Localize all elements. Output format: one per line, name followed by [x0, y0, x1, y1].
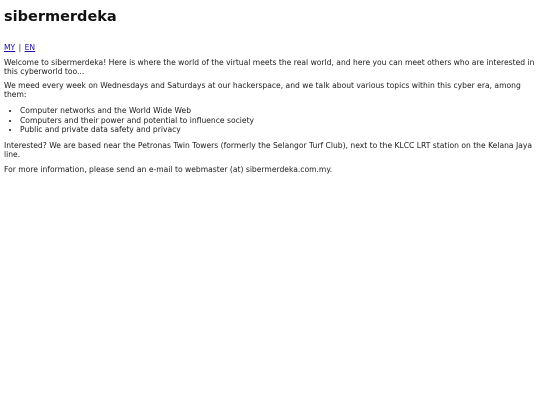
- language-link-my[interactable]: MY: [4, 43, 16, 52]
- list-item: • Public and private data safety and privacy: [20, 125, 536, 135]
- page-title: sibermerdeka: [4, 9, 117, 25]
- list-item: • Computers and their power and potential to influence society: [20, 116, 536, 126]
- language-link-en[interactable]: EN: [24, 43, 36, 52]
- language-switcher: [4, 43, 536, 53]
- list-item: • Computer networks and the World Wide Web: [20, 106, 536, 116]
- contact-paragraph: For more information, please send an e-mail to webmaster (at) sibermerdeka.com.my.: [4, 164, 333, 174]
- meeting-paragraph: We meed every week on Wednesdays and Saturdays at our hackerspace, and we talk about various topics within this cyber era, among them:: [4, 80, 521, 100]
- page-container: [0, 0, 540, 175]
- location-paragraph: Interested? We are based near the Petronas Twin Towers (formerly the Selangor Turf Club), next to the KLCC LRT station on the Kelana Jaya line.: [4, 140, 533, 160]
- intro-paragraph: Welcome to sibermerdeka! Here is where the world of the virtual meets the real world, and here you can meet others who are interested in this cyberworld too...: [4, 57, 535, 77]
- topics-list: [4, 106, 536, 135]
- language-separator: |: [18, 43, 22, 52]
